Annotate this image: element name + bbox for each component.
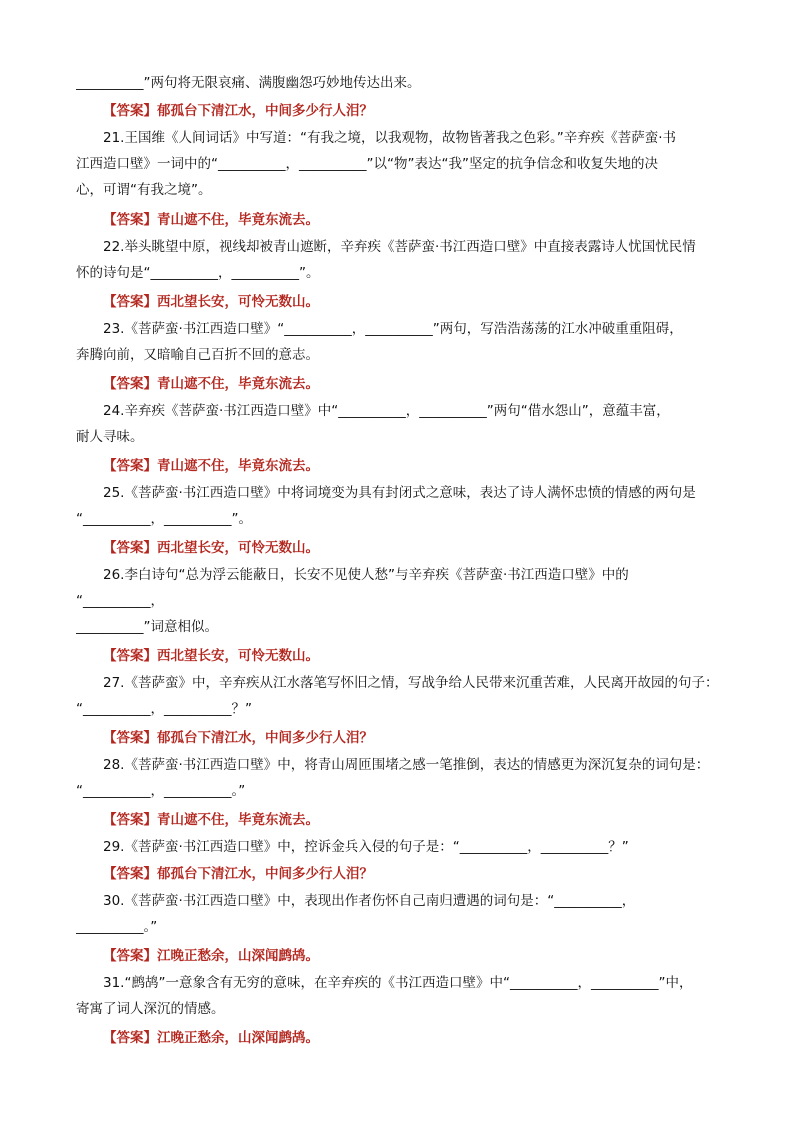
question-q22	[76, 234, 718, 286]
question-q28	[76, 752, 718, 804]
question-line: 30.《菩萨蛮·书江西造口壁》中，表现出作者伤怀自己南归遭遇的词句是：“__________，	[103, 893, 636, 909]
question-q23	[76, 316, 718, 368]
question-line: 江西造口壁》一词中的“__________，__________”以“物”表达“我”坚定的抗争信念和收复失地的决	[76, 156, 658, 172]
question-line: 奔腾向前，又暗喻自己百折不回的意志。	[76, 347, 319, 363]
answer-line: 【答案】江晚正愁余，山深闻鹧鸪。	[103, 1030, 319, 1046]
answer-line: 【答案】青山遮不住，毕竟东流去。	[103, 376, 319, 392]
question-line: 26.李白诗句“总为浮云能蔽日，长安不见使人愁”与辛弃疾《菩萨蛮·书江西造口壁》中的	[103, 567, 629, 583]
question-line: “__________，__________。”	[76, 783, 246, 799]
question-line: 心，可谓“有我之境”。	[76, 182, 212, 198]
question-q20-tail	[76, 70, 718, 96]
question-line: __________”两句将无限哀痛、满腹幽怨巧妙地传达出来。	[76, 75, 421, 91]
answer-line: 【答案】青山遮不住，毕竟东流去。	[103, 812, 319, 828]
question-line: 29.《菩萨蛮·书江西造口壁》中，控诉金兵入侵的句子是：“__________，__________？”	[103, 839, 629, 855]
question-line: “__________，	[76, 593, 164, 609]
question-line: 25.《菩萨蛮·书江西造口壁》中将词境变为具有封闭式之意味，表达了诗人满怀忠愤的情感的两句是	[103, 485, 696, 501]
question-line: 23.《菩萨蛮·书江西造口壁》“__________，__________”两句，写浩浩荡荡的江水冲破重重阻碍，	[103, 321, 683, 337]
question-line: 27.《菩萨蛮》中，辛弃疾从江水落笔写怀旧之情，写战争给人民带来沉重苦难，人民离开故园的句子：	[103, 675, 718, 691]
answer-line: 【答案】郁孤台下清江水，中间多少行人泪？	[103, 103, 373, 119]
question-q27	[76, 670, 718, 722]
question-line: 22.举头眺望中原，视线却被青山遮断，辛弃疾《菩萨蛮·书江西造口壁》中直接表露诗人忧国忧民情	[103, 239, 696, 255]
question-q24	[76, 398, 718, 450]
answer-line: 【答案】西北望长安，可怜无数山。	[103, 294, 319, 310]
question-line: 21.王国维《人间词话》中写道：“有我之境，以我观物，故物皆著我之色彩。”辛弃疾《菩萨蛮·书	[103, 130, 676, 146]
question-q30	[76, 888, 718, 940]
question-line: “__________，__________”。	[76, 511, 252, 527]
answer-line: 【答案】江晚正愁余，山深闻鹧鸪。	[103, 948, 319, 964]
question-line: “__________，__________？”	[76, 701, 252, 717]
answer-line: 【答案】青山遮不住，毕竟东流去。	[103, 212, 319, 228]
question-q26	[76, 562, 718, 640]
answer-line: 【答案】郁孤台下清江水，中间多少行人泪？	[103, 730, 373, 746]
question-q25	[76, 480, 718, 532]
question-line: __________。”	[76, 919, 158, 935]
question-line: 28.《菩萨蛮·书江西造口壁》中，将青山周匝围堵之感一笔推倒，表达的情感更为深沉复杂的词句是：	[103, 757, 710, 773]
answer-line: 【答案】西北望长安，可怜无数山。	[103, 648, 319, 664]
question-line: 耐人寻味。	[76, 429, 144, 445]
question-line: 31.“鹧鸪”一意象含有无穷的意味，在辛弃疾的《书江西造口壁》中“__________，__________”中，	[103, 975, 693, 991]
answer-line: 【答案】青山遮不住，毕竟东流去。	[103, 458, 319, 474]
answer-line: 【答案】郁孤台下清江水，中间多少行人泪？	[103, 866, 373, 882]
answer-line: 【答案】西北望长安，可怜无数山。	[103, 540, 319, 556]
question-q31	[76, 970, 718, 1022]
question-line: 寄寓了词人深沉的情感。	[76, 1001, 225, 1017]
question-q21	[76, 125, 718, 203]
question-line: 怀的诗句是“__________，__________”。	[76, 265, 320, 281]
question-q29	[76, 834, 718, 860]
question-line: __________”词意相似。	[76, 619, 218, 635]
question-line: 24.辛弃疾《菩萨蛮·书江西造口壁》中“__________，__________”两句“借水怨山”，意蕴丰富，	[103, 403, 670, 419]
